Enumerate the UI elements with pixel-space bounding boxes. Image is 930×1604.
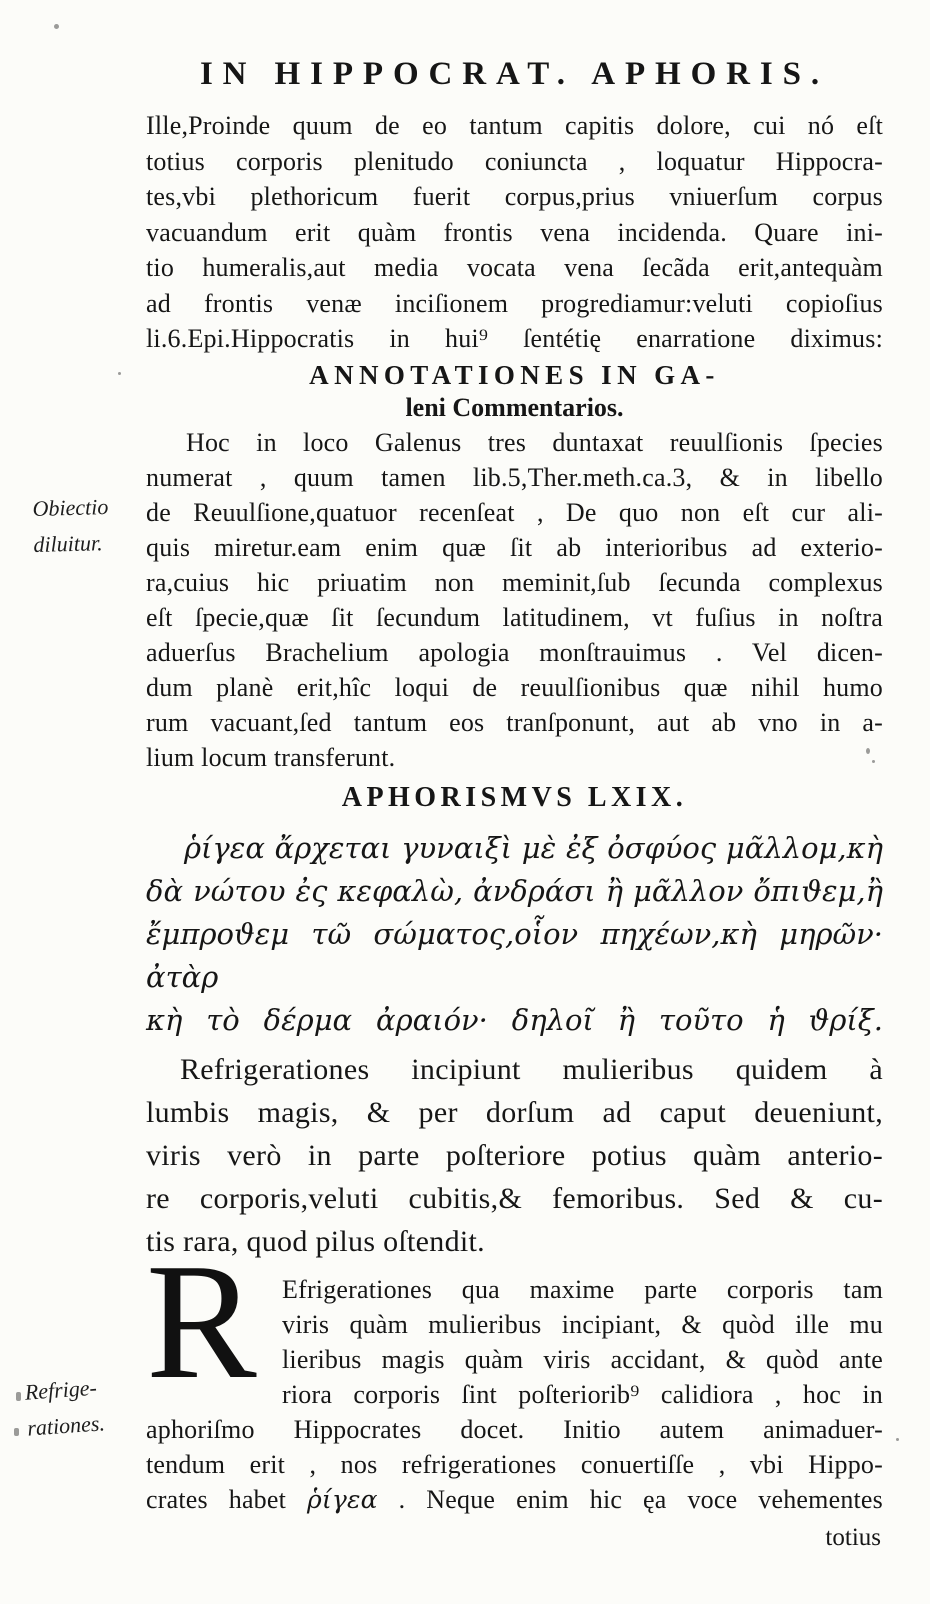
commentary-text: . Neque enim hic ęa voce vehementes (377, 1484, 883, 1514)
margin-note-line: rationes. (26, 1410, 106, 1441)
annotationes-heading: ANNOTATIONES IN GA- (309, 359, 720, 390)
intro-line: tes,vbi plethoricum fuerit corpus,prius vniuerſum corpus (146, 182, 883, 211)
ink-speck (14, 1428, 19, 1436)
commentary-line: lieribus magis quàm viris accidant, & quòd ante (282, 1344, 883, 1374)
greek-aphorism (146, 827, 883, 1042)
translation-line: lumbis magis, & per dorſum ad caput deueniunt, (146, 1095, 883, 1129)
annotationes-line: de Reuulſione,quatuor recenſeat , De quo non eſt cur ali- (146, 497, 883, 527)
translation-line: re corporis,veluti cubitis,& femoribus. Sed & cu- (146, 1181, 883, 1215)
ink-speck (54, 24, 59, 29)
margin-note-obiectio (32, 489, 110, 563)
annotationes-line: dum planè erit,hîc loqui de reuulſionibus quæ nihil humo (146, 672, 883, 702)
greek-line: ἔμπροϑεμ τῶ σώματος,οἷον πηχέων,κὴ μηρῶν· ἀτὰρ (146, 916, 883, 994)
margin-note-line: Obiectio (32, 494, 109, 521)
annotationes-line: lium locum transferunt. (146, 742, 396, 772)
commentary-last-line (146, 1482, 883, 1517)
ink-speck (896, 1438, 899, 1441)
ink-speck (16, 1392, 21, 1401)
annotationes-line: rum vacuant,ſed tantum eos tranſponunt, aut ab vno in a- (146, 707, 883, 737)
inline-greek-word: ῥίγεα (306, 1484, 378, 1514)
intro-line: ad frontis venæ inciſionem progrediamur:veluti copioſius (146, 288, 883, 318)
annotationes-paragraph (146, 425, 883, 775)
annotationes-line: quis miretur.eam enim quæ ſit ab interioribus ad exterio- (146, 532, 883, 562)
greek-line: κὴ τὸ δέρμα ἀραιόν· δηλοῖ ἢ τοῦτο ἡ ϑρίξ. (146, 1002, 883, 1037)
text-column (146, 0, 883, 1553)
running-head: IN HIPPOCRAT. APHORIS. (199, 56, 830, 92)
intro-line: li.6.Epi.Hippocratis in hui⁹ ſentétię enarratione diximus: (146, 324, 883, 353)
commentary-line: viris quàm mulieribus incipiant, & quòd ille mu (282, 1309, 883, 1339)
translation-line: viris verò in parte poſteriore potius quàm anterio- (146, 1138, 883, 1172)
commentary-text: crates habet (146, 1484, 307, 1514)
greek-line: δὰ νώτου ἐς κεφαλὼ, ἀνδράσι ἢ μᾶλλον ὄπιϑεμ,ἢ (146, 873, 883, 908)
commentary-line: aphoriſmo Hippocrates docet. Initio autem animaduer- (146, 1414, 883, 1444)
margin-note-line: Refrige- (23, 1374, 98, 1405)
translation-line: Refrigerationes incipiunt mulieribus quidem à (180, 1052, 883, 1086)
intro-paragraph (146, 108, 883, 357)
translation-line: tis rara, quod pilus oſtendit. (146, 1224, 485, 1258)
annotationes-line: Hoc in loco Galenus tres duntaxat reuulſionis ſpecies (186, 427, 883, 457)
intro-line: Ille,Proinde quum de eo tantum capitis dolore, cui nó eſt (146, 111, 883, 140)
intro-line: tio humeralis,aut media vocata vena ſecãda erit,antequàm (146, 253, 883, 282)
catchword: totius (825, 1523, 881, 1551)
margin-note-refrigerationes (24, 1369, 106, 1446)
ink-speck (118, 372, 121, 375)
annotationes-line: aduerſus Brachelium apologia monſtrauimus . Vel dicen- (146, 637, 883, 667)
commentary-line: riora corporis ſint poſteriorib⁹ calidiora , hoc in (282, 1379, 883, 1409)
annotationes-line: numerat , quum tamen lib.5,Ther.meth.ca.3, & in libello (146, 462, 883, 492)
annotationes-line: ra,cuius hic priuatim non meminit,ſub ſecunda complexus (146, 567, 883, 597)
commentary-line: tendum erit , nos refrigerationes conuertiſſe , vbi Hippo- (146, 1449, 883, 1479)
commentary-line: Efrigerationes qua maxime parte corporis tam (282, 1274, 883, 1304)
intro-line: totius corporis plenitudo coniuncta , loquatur Hippocra- (146, 146, 883, 176)
margin-note-line: diluitur. (33, 530, 103, 557)
annotationes-subheading: leni Commentarios. (405, 392, 624, 422)
aphorismus-heading: APHORISMVS LXIX. (341, 781, 688, 813)
dropcap-container (146, 1228, 282, 1413)
greek-line: ῥίγεα ἄρχεται γυναιξὶ μὲ ἐξ ὀσφύος μᾶλλομ,κὴ (184, 830, 883, 865)
intro-line: vacuandum erit quàm frontis vena incidenda. Quare ini- (146, 217, 883, 247)
dropcap-letter-R: R (146, 1228, 257, 1413)
annotationes-line: eſt ſpecie,quæ ſit ſecundum latitudinem, vt fuſius in noſtra (146, 602, 883, 632)
